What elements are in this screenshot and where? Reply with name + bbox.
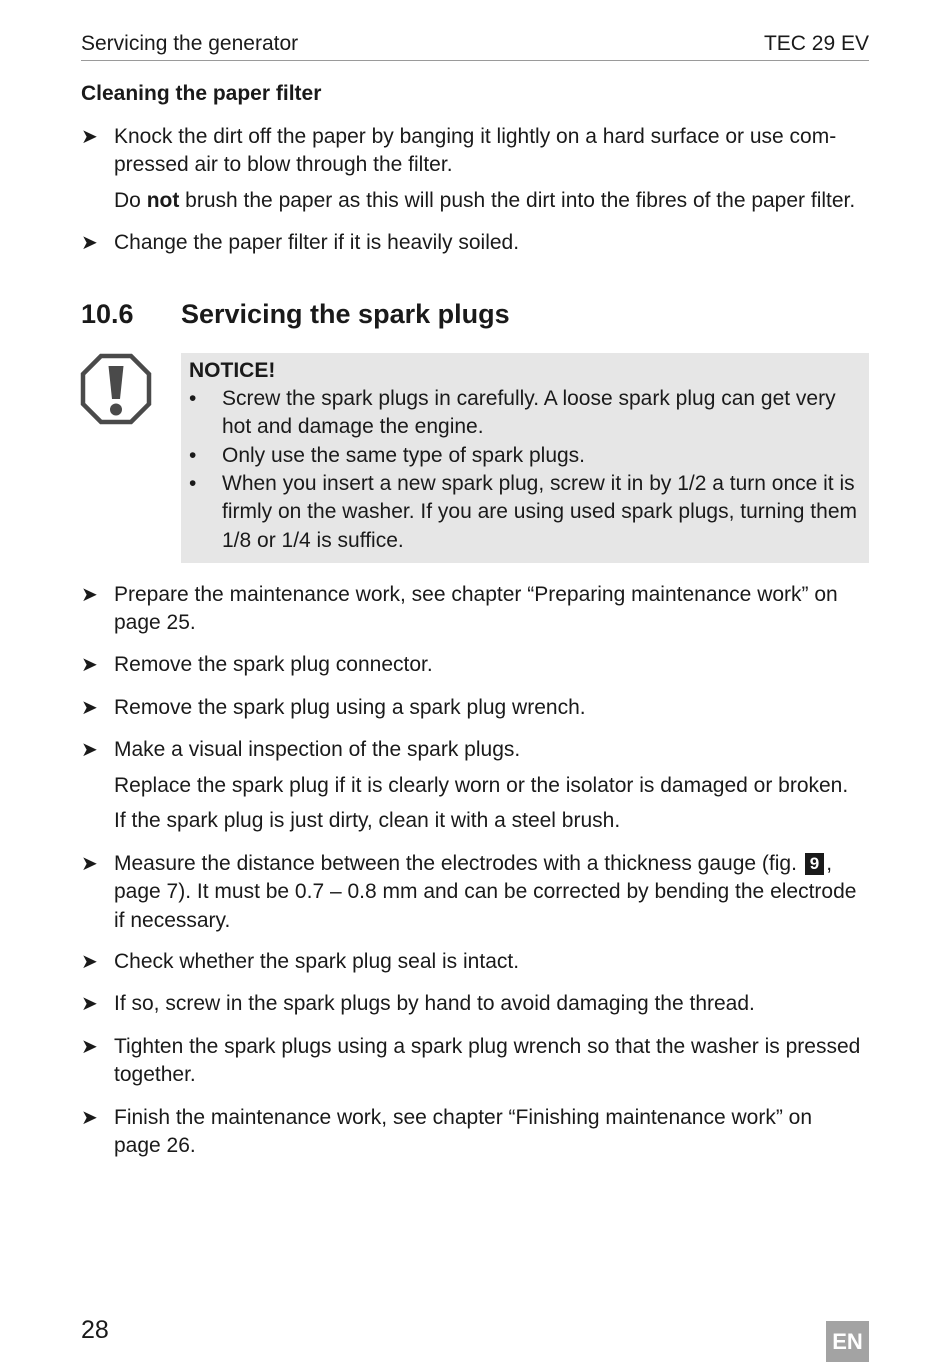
step-remove-plug: ➤ Remove the spark plug using a spark plug wrench. bbox=[81, 694, 869, 724]
language-badge: EN bbox=[826, 1321, 869, 1362]
bullet-icon: • bbox=[189, 387, 197, 410]
replace-note: Replace the spark plug if it is clearly worn or the isolator is damaged or broken. bbox=[114, 774, 849, 797]
notice-box bbox=[181, 353, 869, 563]
step-knock-dirt bbox=[81, 123, 869, 181]
warning-octagon-exclamation-icon bbox=[80, 353, 152, 425]
step-inspect: ➤ Make a visual inspection of the spark plugs. bbox=[81, 736, 869, 766]
step-arrow-icon: ➤ bbox=[81, 739, 98, 761]
section-title: Servicing the spark plugs bbox=[181, 299, 510, 329]
section-number: 10.6 bbox=[81, 299, 134, 329]
step-screw-in: ➤ If so, screw in the spark plugs by hand to avoid damaging the thread. bbox=[81, 990, 869, 1020]
step-arrow-icon: ➤ bbox=[81, 1036, 98, 1058]
notice-item: • When you insert a new spark plug, screw it in by 1/2 a turn once it is firmly on the washer. If you are using used spark plugs, turning them 1/8 or 1/4 is suffice. bbox=[189, 472, 857, 552]
page-number: 28 bbox=[81, 1316, 109, 1344]
step-remove-connector: ➤ Remove the spark plug connector. bbox=[81, 651, 869, 681]
step-tighten: ➤ Tighten the spark plugs using a spark plug wrench so that the washer is pressed together. bbox=[81, 1035, 861, 1087]
header-section-title: Servicing the generator bbox=[81, 32, 299, 55]
step-arrow-icon: ➤ bbox=[81, 951, 98, 973]
paper-filter-heading: Cleaning the paper filter bbox=[81, 82, 322, 105]
step-measure-gap: ➤ Measure the distance between the electrodes with a thickness gauge (fig. 9 , page 7). It must be 0.7 – 0.8 mm and can be corrected by bending the electrode if necessary. bbox=[81, 852, 857, 932]
step-arrow-icon: ➤ bbox=[81, 584, 98, 606]
step-finish-maintenance: ➤ Finish the maintenance work, see chapter “Finishing maintenance work” on page 26. bbox=[81, 1106, 813, 1158]
notice-item: • Screw the spark plugs in carefully. A loose spark plug can get very hot and damage the engine. bbox=[189, 387, 836, 439]
step-text: Knock the dirt off the paper by banging it lightly on a hard surface or use com- pressed air to blow through the filter. bbox=[114, 125, 837, 177]
paper-brush-note: Do not brush the paper as this will push the dirt into the fibres of the paper filter. bbox=[114, 189, 856, 212]
clean-note: If the spark plug is just dirty, clean it with a steel brush. bbox=[114, 809, 621, 832]
step-change-filter bbox=[81, 229, 869, 259]
step-prepare-maintenance: ➤ Prepare the maintenance work, see chapter “Preparing maintenance work” on page 25. bbox=[81, 583, 838, 635]
page-header bbox=[81, 30, 869, 61]
figure-reference-badge: 9 bbox=[805, 853, 824, 875]
header-model-name: TEC 29 EV bbox=[763, 32, 869, 55]
step-arrow-icon: ➤ bbox=[81, 1107, 98, 1129]
step-text: Change the paper filter if it is heavily soiled. bbox=[114, 231, 520, 254]
step-arrow-icon: ➤ bbox=[81, 126, 98, 148]
step-arrow-icon: ➤ bbox=[81, 993, 98, 1015]
step-arrow-icon: ➤ bbox=[81, 654, 98, 676]
step-check-seal: ➤ Check whether the spark plug seal is intact. bbox=[81, 948, 869, 978]
notice-item: • Only use the same type of spark plugs. bbox=[189, 442, 865, 472]
bullet-icon: • bbox=[189, 472, 197, 495]
bullet-icon: • bbox=[189, 444, 197, 467]
step-arrow-icon: ➤ bbox=[81, 232, 98, 254]
step-arrow-icon: ➤ bbox=[81, 697, 98, 719]
step-arrow-icon: ➤ bbox=[81, 853, 98, 875]
notice-title: NOTICE! bbox=[189, 359, 276, 382]
